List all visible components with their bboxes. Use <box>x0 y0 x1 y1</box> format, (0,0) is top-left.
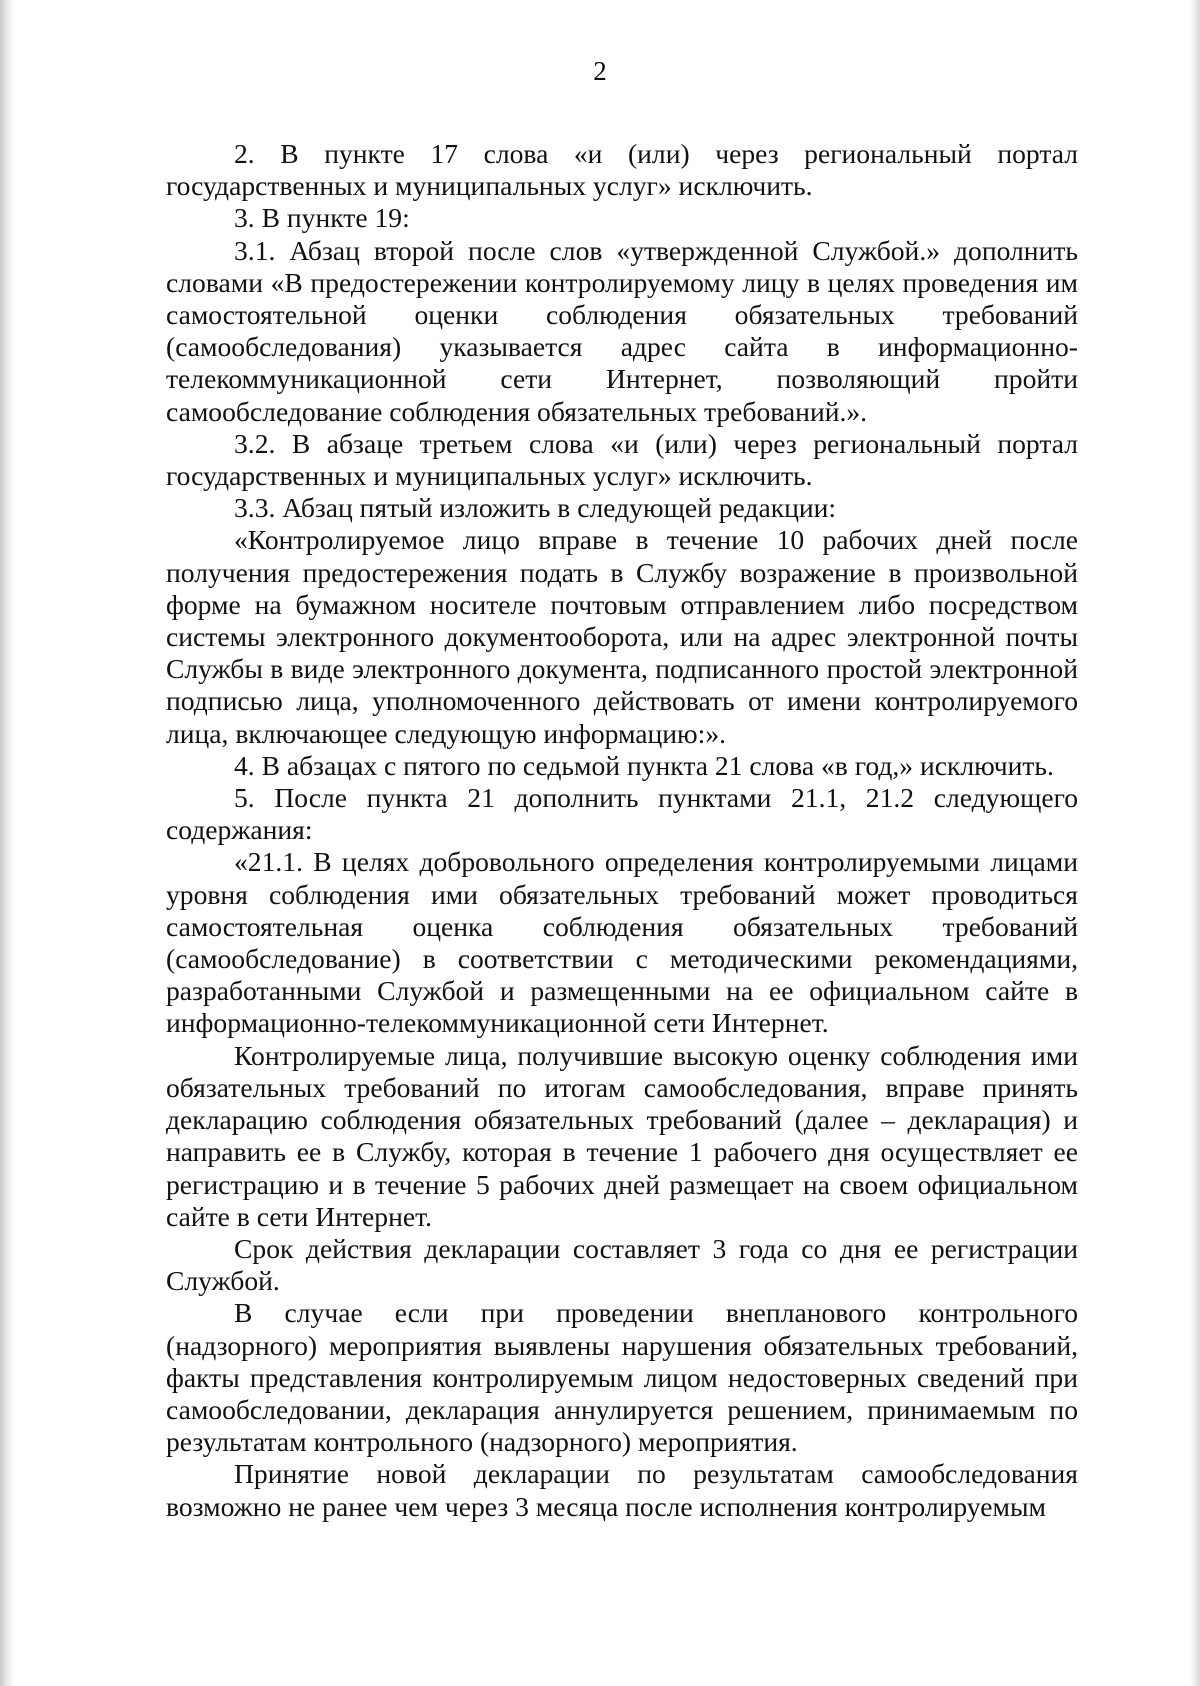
paragraph-item-4: 4. В абзацах с пятого по седьмой пункта 21 слова «в год,» исключить. <box>234 749 1054 781</box>
paragraph-item-3-2: 3.2. В абзаце третьем слова «и (или) через региональный портал государственных и муниципальных услуг» исключить. <box>166 427 1078 492</box>
paragraph-new-declaration: Принятие новой декларации по результатам самообследования возможно не ранее чем через 3 месяца после исполнения контролируемым <box>166 1458 1078 1522</box>
scan-left-edge <box>0 0 14 1686</box>
paragraph-declaration: Контролируемые лица, получившие высокую оценку соблюдения ими обязательных требований по итогам самообследования, вправе принять декларацию соблюдения обязательных требований (далее – декларация) и направить ее в Службу, которая в течение 1 рабочего дня осуществляет ее регистрацию и в течение 5 рабочих дней размещает на своем официальном сайте в сети Интернет. <box>166 1039 1078 1232</box>
paragraph-item-3: 3. В пункте 19: <box>234 202 410 234</box>
paragraph-declaration-annulment: В случае если при проведении внепланового контрольного (надзорного) мероприятия выявлены нарушения обязательных требований, факты представления контролируемым лицом недостоверных сведений при самообследовании, декларация аннулируется решением, принимаемым по результатам контрольного (надзорного) мероприятия. <box>166 1297 1078 1458</box>
document-body <box>166 138 1078 1523</box>
paragraph-item-2: 2. В пункте 17 слова «и (или) через региональный портал государственных и муниципальных услуг» исключить. <box>166 138 1078 202</box>
paragraph-item-5: 5. После пункта 21 дополнить пунктами 21.1, 21.2 следующего содержания: <box>166 782 1078 846</box>
paragraph-item-3-3: 3.3. Абзац пятый изложить в следующей редакции: <box>234 492 837 524</box>
paragraph-quote-objection: «Контролируемое лицо вправе в течение 10 рабочих дней после получения предостережения подать в Службу возражение в произвольной форме на бумажном носителе почтовым отправлением либо посредством системы электронного документооборота, или на адрес электронной почты Службы в виде электронного документа, подписанного простой электронной подписью лица, уполномоченного действовать от имени контролируемого лица, включающее следующую информацию:». <box>166 524 1078 749</box>
scan-right-edge <box>1190 0 1200 1686</box>
paragraph-item-21-1: «21.1. В целях добровольного определения контролируемыми лицами уровня соблюдения ими обязательных требований может проводиться самостоятельная оценка соблюдения обязательных требований (самообследование) в соответствии с методическими рекомендациями, разработанными Службой и размещенными на ее официальном сайте в информационно-телекоммуникационной сети Интернет. <box>166 846 1078 1039</box>
paragraph-declaration-term: Срок действия декларации составляет 3 года со дня ее регистрации Службой. <box>166 1232 1078 1297</box>
paragraph-item-3-1: 3.1. Абзац второй после слов «утвержденной Службой.» дополнить словами «В предостережении контролируемому лицу в целях проведения им самостоятельной оценки соблюдения обязательных требований (самообследования) указывается адрес сайта в информационно-телекоммуникационной сети Интернет, позволяющий пройти самообследование соблюдения обязательных требований.». <box>166 234 1078 427</box>
page-number: 2 <box>593 56 607 86</box>
